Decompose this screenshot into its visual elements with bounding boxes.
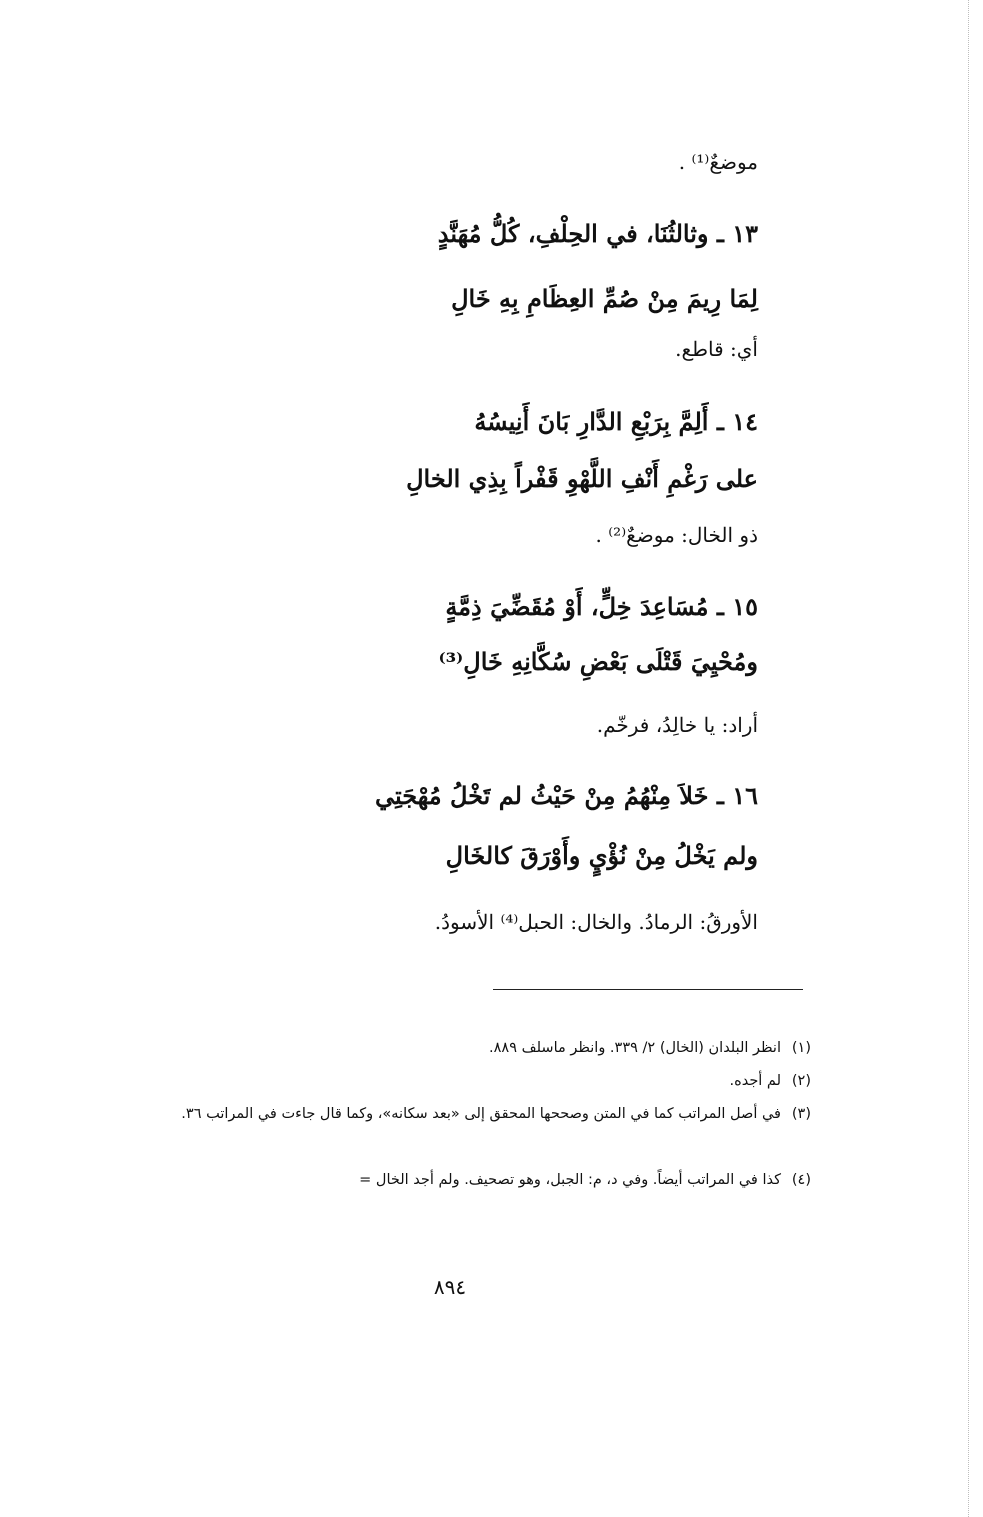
- gloss-line-5: الأورقُ: الرمادُ. والخال: الحبل⁽⁴⁾ الأسودُ.: [434, 910, 758, 934]
- verse-15-first-hemistich: ١٥ ـ مُسَاعِدَ خِلٍّ، أَوْ مُقَضِّيَ ذِمَّةٍ: [445, 592, 758, 621]
- footnote-2: [111, 1073, 811, 1090]
- footnote-3: [111, 1106, 811, 1123]
- gloss-line-2: أي: قاطع.: [675, 337, 758, 361]
- footnote-4-mark: (٤): [791, 1172, 811, 1188]
- gloss-line-4: أراد: يا خالِدُ، فرخّم.: [596, 713, 758, 737]
- page-number: ٨٩٤: [433, 1275, 467, 1299]
- verse-14-second-hemistich: على رَغْمِ أَنْفِ اللَّهْوِ قَفْراً بِذِي الخالِ: [406, 464, 758, 493]
- gloss-line-3: ذو الخال: موضعٌ⁽²⁾ .: [595, 523, 758, 547]
- footnote-4: [111, 1172, 811, 1189]
- footnote-1-mark: (١): [791, 1040, 811, 1056]
- footnote-3-text: في أصل المراتب كما في المتن وصححها المحقق إلى «بعد سكانه»، وكما قال جاءت في المراتب ٣٦.: [181, 1106, 781, 1122]
- gloss-line-1: موضعٌ⁽¹⁾ .: [678, 150, 758, 174]
- page-edge: [968, 0, 969, 1517]
- footnote-separator: [493, 989, 803, 990]
- verse-13-first-hemistich: ١٣ ـ وثالثُنَا، في الحِلْفِ، كُلُّ مُهَنَّدٍ: [437, 219, 758, 248]
- verse-13-second-hemistich: لِمَا رِيمَ مِنْ صُمِّ العِظَامِ بِهِ خَالِ: [451, 284, 758, 313]
- footnote-2-mark: (٢): [791, 1073, 811, 1089]
- footnote-1-text: انظر البلدان (الخال) ٢/ ٣٣٩. وانظر ماسلف ٨٨٩.: [489, 1040, 781, 1056]
- verse-15-second-hemistich: ومُحْيِيَ قَتْلَى بَعْضِ سُكَّانِهِ خَالِ⁽³⁾: [438, 647, 758, 676]
- verse-16-second-hemistich: ولم يَخْلُ مِنْ نُؤْيٍ وأَوْرَقَ كالخَالِ: [445, 841, 758, 870]
- footnote-1: [111, 1040, 811, 1057]
- verse-14-first-hemistich: ١٤ ـ أَلِمَّ بِرَبْعِ الدَّارِ بَانَ أَنِيسُهُ: [474, 407, 758, 436]
- footnote-3-mark: (٣): [791, 1106, 811, 1122]
- footnote-2-text: لم أجده.: [729, 1073, 781, 1089]
- footnote-4-text: كذا في المراتب أيضاً. وفي د، م: الجبل، وهو تصحيف. ولم أجد الخال =: [359, 1172, 781, 1188]
- verse-16-first-hemistich: ١٦ ـ خَلاَ مِنْهُمُ مِنْ حَيْثُ لم تَخْلُ مُهْجَتِي: [374, 781, 758, 810]
